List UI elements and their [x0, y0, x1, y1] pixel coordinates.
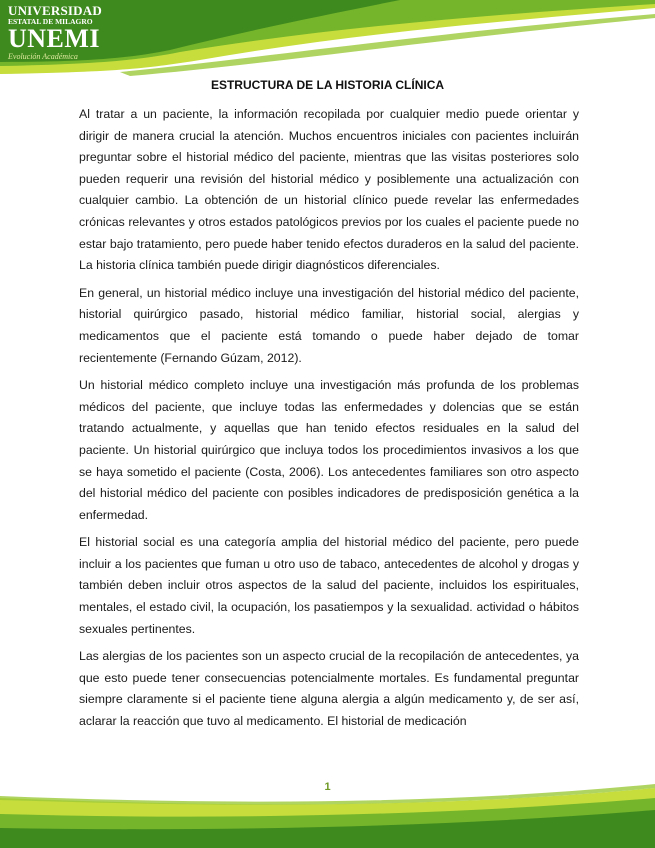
paragraph: Las alergias de los pacientes son un aspecto crucial de la recopilación de antecedentes, ya que esto puede tener consecuencias potencialmente mortales. Es fundamental preguntar siempre claramente si el paciente tiene alguna alergia a algún medicamento y, de ser así, aclarar la reacción que tuvo al medicamento. El historial de medicación	[79, 649, 579, 729]
logo-line-unemi: UNEMI	[8, 24, 101, 53]
logo-line-estatal: ESTATAL DE MILAGRO	[8, 17, 93, 26]
document-title: ESTRUCTURA DE LA HISTORIA CLÍNICA	[210, 78, 445, 92]
logo-tagline: Evolución Académica	[8, 52, 78, 61]
footer-swoosh-graphic	[0, 758, 655, 848]
page-number: 1	[324, 781, 331, 793]
paragraph: Al tratar a un paciente, la información recopilada por cualquier medio puede orientar y dirigir de manera crucial la atención. Muchos encuentros iniciales con pacientes incluirán preguntar sobre el historial médico del paciente, mientras que las visitas posteriores solo pueden requerir una revisión del historial médico y posiblemente una actualización con cualquier cambio. La obtención de un historial clínico puede revelar las enfermedades crónicas relevantes y otros estados patológicos previos por los cuales el paciente puede no estar bajo tratamiento, pero puede haber tenido efectos duraderos en la salud del paciente. La historia clínica también puede dirigir diagnósticos diferenciales.	[79, 107, 579, 273]
paragraph: En general, un historial médico incluye una investigación del historial médico del paciente, historial quirúrgico pasado, historial médico familiar, historial social, alergias y medicamentos que el paciente está tomando o puede haber dejado de tomar recientemente (Fernando Gúzam, 2012).	[79, 285, 579, 365]
university-logo	[8, 4, 118, 62]
document-body	[79, 104, 579, 739]
paragraph: El historial social es una categoría amplia del historial médico del paciente, pero puede incluir a los pacientes que fuman u otro uso de tabaco, antecedentes de alcohol y drogas y también deben incluir otros aspectos de la salud del paciente, incluidos los espirituales, mentales, el estado civil, la ocupación, los pasatiempos y la sexualidad. actividad o hábitos sexuales pertinentes.	[79, 535, 579, 636]
logo-line-universidad: UNIVERSIDAD	[8, 3, 102, 18]
paragraph: Un historial médico completo incluye una investigación más profunda de los problemas médicos del paciente, que incluye todas las enfermedades y dolencias que se están tratando actualmente, y aquellas que han tenido efectos residuales en la salud del paciente. Un historial quirúrgico que incluya todos los procedimientos invasivos a los que se haya sometido el paciente (Costa, 2006). Los antecedentes familiares son otro aspecto del historial médico del paciente con posibles indicadores de predisposición genética a la enfermedad.	[79, 378, 579, 522]
